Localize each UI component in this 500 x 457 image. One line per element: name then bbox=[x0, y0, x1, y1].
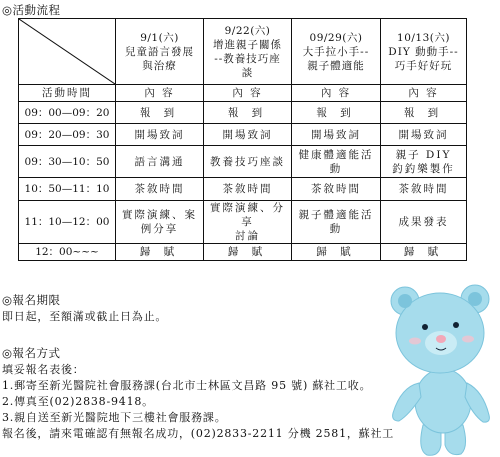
table-row bbox=[19, 201, 467, 244]
column-date: 9/1(六) bbox=[140, 31, 179, 44]
activity-cell: 歸 賦 bbox=[204, 244, 292, 261]
activity-line: 例分享 bbox=[140, 223, 179, 235]
diagonal-line bbox=[19, 19, 115, 84]
time-cell: 10：50—11：10 bbox=[19, 178, 116, 201]
registration-method-line: 2.傳真至(02)2838-9418。 bbox=[2, 395, 154, 408]
activity-section-title: ◎活動流程 bbox=[2, 3, 61, 17]
activity-line: 健康體適能活 bbox=[298, 148, 374, 161]
registration-method-line: 1.郵寄至新光醫院社會服務課(台北市士林區文昌路 95 號) 蘇社工收。 bbox=[2, 379, 372, 392]
content-column-label: 內 容 bbox=[292, 85, 381, 102]
schedule-table bbox=[18, 18, 467, 261]
table-row bbox=[19, 102, 467, 124]
activity-cell: 茶敘時間 bbox=[204, 178, 292, 201]
column-theme-line: 大手拉小手-- bbox=[302, 45, 370, 58]
activity-cell: 報 到 bbox=[116, 102, 204, 124]
table-row bbox=[19, 124, 467, 146]
activity-cell: 報 到 bbox=[381, 102, 467, 124]
activity-cell: 開場致詞 bbox=[204, 124, 292, 146]
activity-cell bbox=[292, 201, 381, 244]
activity-cell: 歸 賦 bbox=[292, 244, 381, 261]
column-theme-line: 談 bbox=[241, 66, 254, 79]
column-theme-line: 增進親子關係 bbox=[213, 38, 282, 51]
registration-period-text: 即日起，至額滿或截止日為止。 bbox=[2, 310, 168, 323]
table-row bbox=[19, 244, 467, 261]
column-date: 10/13(六) bbox=[397, 31, 450, 44]
activity-cell: 語言溝通 bbox=[116, 146, 204, 178]
registration-method-line: 填妥報名表後： bbox=[2, 363, 85, 376]
table-row bbox=[19, 146, 467, 178]
schedule-header-row bbox=[19, 19, 467, 85]
time-cell: 09：20—09：30 bbox=[19, 124, 116, 146]
activity-line: 實際演練、案 bbox=[122, 209, 197, 221]
column-theme-line: 巧手好好玩 bbox=[394, 59, 453, 72]
time-cell: 12：00~~~ bbox=[19, 244, 116, 261]
activity-cell bbox=[204, 201, 292, 244]
column-date: 09/29(六) bbox=[309, 31, 363, 44]
activity-cell: 開場致詞 bbox=[381, 124, 467, 146]
column-date: 9/22(六) bbox=[224, 24, 271, 37]
activity-cell: 開場致詞 bbox=[292, 124, 381, 146]
activity-cell: 茶敘時間 bbox=[292, 178, 381, 201]
activity-line: 動 bbox=[329, 162, 343, 175]
column-header bbox=[204, 19, 292, 85]
content-column-label: 內 容 bbox=[204, 85, 292, 102]
column-theme-line: 與治療 bbox=[142, 59, 177, 72]
activity-cell: 開場致詞 bbox=[116, 124, 204, 146]
activity-cell bbox=[116, 201, 204, 244]
activity-line: 親子體適能活 bbox=[298, 209, 374, 221]
activity-cell: 報 到 bbox=[292, 102, 381, 124]
activity-cell: 歸 賦 bbox=[381, 244, 467, 261]
table-row bbox=[19, 178, 467, 201]
registration-method-title: ◎報名方式 bbox=[2, 346, 61, 360]
activity-line: 實際演練、分享 bbox=[210, 202, 285, 228]
column-theme-line: 親子體適能 bbox=[307, 59, 365, 72]
activity-cell: 茶敘時間 bbox=[381, 178, 467, 201]
column-header bbox=[116, 19, 204, 85]
registration-method-line: 報名後，請來電確認有無報名成功，(02)2833-2211 分機 2581，蘇社工 bbox=[2, 427, 395, 440]
activity-line: 動 bbox=[329, 223, 343, 235]
content-column-label: 內 容 bbox=[116, 85, 204, 102]
activity-cell bbox=[292, 146, 381, 178]
time-cell: 09：00—09：20 bbox=[19, 102, 116, 124]
activity-cell: 報 到 bbox=[204, 102, 292, 124]
schedule-subheader-row bbox=[19, 85, 467, 102]
column-theme-line: 兒童語言發展 bbox=[125, 45, 194, 58]
content-column-label: 內 容 bbox=[381, 85, 467, 102]
activity-cell: 教養技巧座談 bbox=[204, 146, 292, 178]
registration-period-title: ◎報名期限 bbox=[2, 293, 61, 307]
time-cell: 11：10—12：00 bbox=[19, 201, 116, 244]
activity-line: 釣釣樂製作 bbox=[392, 162, 455, 175]
time-column-label: 活動時間 bbox=[19, 85, 116, 102]
column-header bbox=[292, 19, 381, 85]
activity-line: 親子 DIY bbox=[395, 148, 452, 161]
time-cell: 09：30—10：50 bbox=[19, 146, 116, 178]
activity-cell: 茶敘時間 bbox=[116, 178, 204, 201]
column-header bbox=[381, 19, 467, 85]
activity-line: 討論 bbox=[235, 230, 260, 242]
registration-method-line: 3.親自送至新光醫院地下三樓社會服務課。 bbox=[2, 411, 227, 424]
blue-teddy-bear-icon bbox=[383, 275, 495, 457]
activity-cell: 成果發表 bbox=[381, 201, 467, 244]
corner-cell bbox=[19, 19, 116, 85]
activity-cell bbox=[381, 146, 467, 178]
activity-cell: 歸 賦 bbox=[116, 244, 204, 261]
column-theme-line: --教養技巧座 bbox=[214, 52, 281, 65]
column-theme-line: DIY 動動手-- bbox=[388, 45, 459, 58]
